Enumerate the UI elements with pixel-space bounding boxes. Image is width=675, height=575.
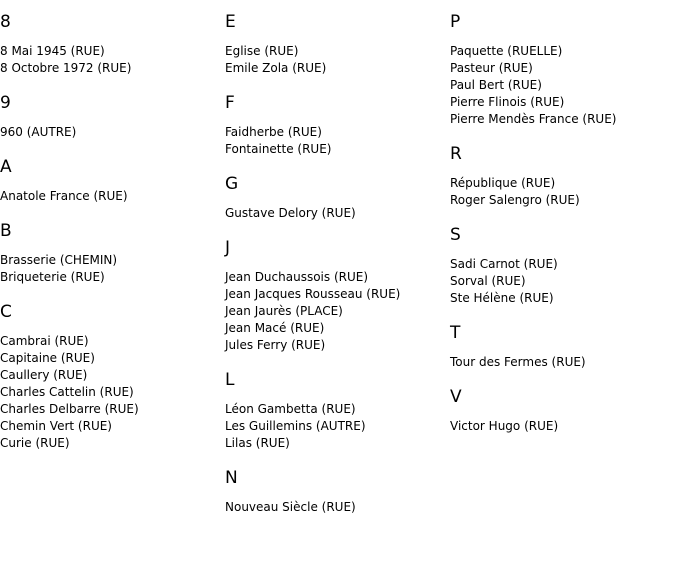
street-link[interactable]: Jean Macé (RUE) xyxy=(225,321,325,335)
street-index-column xyxy=(450,10,672,449)
street-link[interactable]: Pierre Mendès France (RUE) xyxy=(450,112,617,126)
street-link[interactable]: Ste Hélène (RUE) xyxy=(450,291,554,305)
letter-group xyxy=(450,385,672,435)
letter-group xyxy=(225,368,447,452)
street-link[interactable]: Eglise (RUE) xyxy=(225,44,299,58)
street-link[interactable]: Paquette (RUELLE) xyxy=(450,44,563,58)
letter-group xyxy=(450,223,672,307)
street-link[interactable]: Cambrai (RUE) xyxy=(0,334,89,348)
street-link[interactable]: Lilas (RUE) xyxy=(225,436,290,450)
street-link[interactable]: Jean Jacques Rousseau (RUE) xyxy=(225,287,401,301)
street-link[interactable]: Curie (RUE) xyxy=(0,436,70,450)
street-index-column xyxy=(225,10,447,530)
letter-heading: J xyxy=(225,238,231,258)
letter-group xyxy=(0,91,222,141)
letter-heading: N xyxy=(225,468,238,488)
letter-heading: T xyxy=(450,323,461,343)
letter-group xyxy=(450,321,672,371)
letter-group xyxy=(450,10,672,128)
letter-group xyxy=(0,10,222,77)
street-link[interactable]: République (RUE) xyxy=(450,176,556,190)
street-link[interactable]: Chemin Vert (RUE) xyxy=(0,419,112,433)
street-link[interactable]: Gustave Delory (RUE) xyxy=(225,206,356,220)
street-link[interactable]: Pierre Flinois (RUE) xyxy=(450,95,565,109)
letter-heading: G xyxy=(225,174,239,194)
street-link[interactable]: Jean Jaurès (PLACE) xyxy=(225,304,343,318)
street-link[interactable]: Fontainette (RUE) xyxy=(225,142,332,156)
street-link[interactable]: Sorval (RUE) xyxy=(450,274,526,288)
street-link[interactable]: Charles Cattelin (RUE) xyxy=(0,385,134,399)
letter-group xyxy=(0,300,222,452)
street-link[interactable]: 8 Mai 1945 (RUE) xyxy=(0,44,105,58)
letter-group xyxy=(0,219,222,286)
letter-group xyxy=(225,172,447,222)
street-link[interactable]: Capitaine (RUE) xyxy=(0,351,95,365)
street-link[interactable]: Sadi Carnot (RUE) xyxy=(450,257,558,271)
letter-group xyxy=(450,142,672,209)
street-link[interactable]: Nouveau Siècle (RUE) xyxy=(225,500,356,514)
street-link[interactable]: Jules Ferry (RUE) xyxy=(225,338,326,352)
letter-heading: L xyxy=(225,370,235,390)
street-link[interactable]: Tour des Fermes (RUE) xyxy=(450,355,586,369)
street-link[interactable]: 8 Octobre 1972 (RUE) xyxy=(0,61,132,75)
letter-heading: 8 xyxy=(0,12,11,32)
letter-group xyxy=(225,466,447,516)
street-link[interactable]: Briqueterie (RUE) xyxy=(0,270,105,284)
letter-group xyxy=(225,91,447,158)
letter-heading: S xyxy=(450,225,461,245)
letter-heading: C xyxy=(0,302,12,322)
letter-heading: 9 xyxy=(0,93,11,113)
street-link[interactable]: Faidherbe (RUE) xyxy=(225,125,322,139)
letter-group xyxy=(0,155,222,205)
letter-heading: P xyxy=(450,12,461,32)
street-link[interactable]: Brasserie (CHEMIN) xyxy=(0,253,118,267)
letter-heading: B xyxy=(0,221,12,241)
letter-heading: A xyxy=(0,157,12,177)
street-link[interactable]: Roger Salengro (RUE) xyxy=(450,193,580,207)
street-link[interactable]: Victor Hugo (RUE) xyxy=(450,419,559,433)
letter-heading: F xyxy=(225,93,235,113)
street-index-column xyxy=(0,10,222,466)
letter-group xyxy=(225,10,447,77)
letter-heading: E xyxy=(225,12,236,32)
street-link[interactable]: Léon Gambetta (RUE) xyxy=(225,402,356,416)
street-link[interactable]: Paul Bert (RUE) xyxy=(450,78,542,92)
letter-heading: R xyxy=(450,144,462,164)
street-link[interactable]: Les Guillemins (AUTRE) xyxy=(225,419,366,433)
street-link[interactable]: Caullery (RUE) xyxy=(0,368,88,382)
street-link[interactable]: Charles Delbarre (RUE) xyxy=(0,402,139,416)
street-link[interactable]: Anatole France (RUE) xyxy=(0,189,128,203)
street-link[interactable]: Emile Zola (RUE) xyxy=(225,61,327,75)
street-link[interactable]: Pasteur (RUE) xyxy=(450,61,533,75)
letter-group xyxy=(225,236,447,354)
letter-heading: V xyxy=(450,387,462,407)
street-link[interactable]: 960 (AUTRE) xyxy=(0,125,77,139)
street-link[interactable]: Jean Duchaussois (RUE) xyxy=(225,270,369,284)
